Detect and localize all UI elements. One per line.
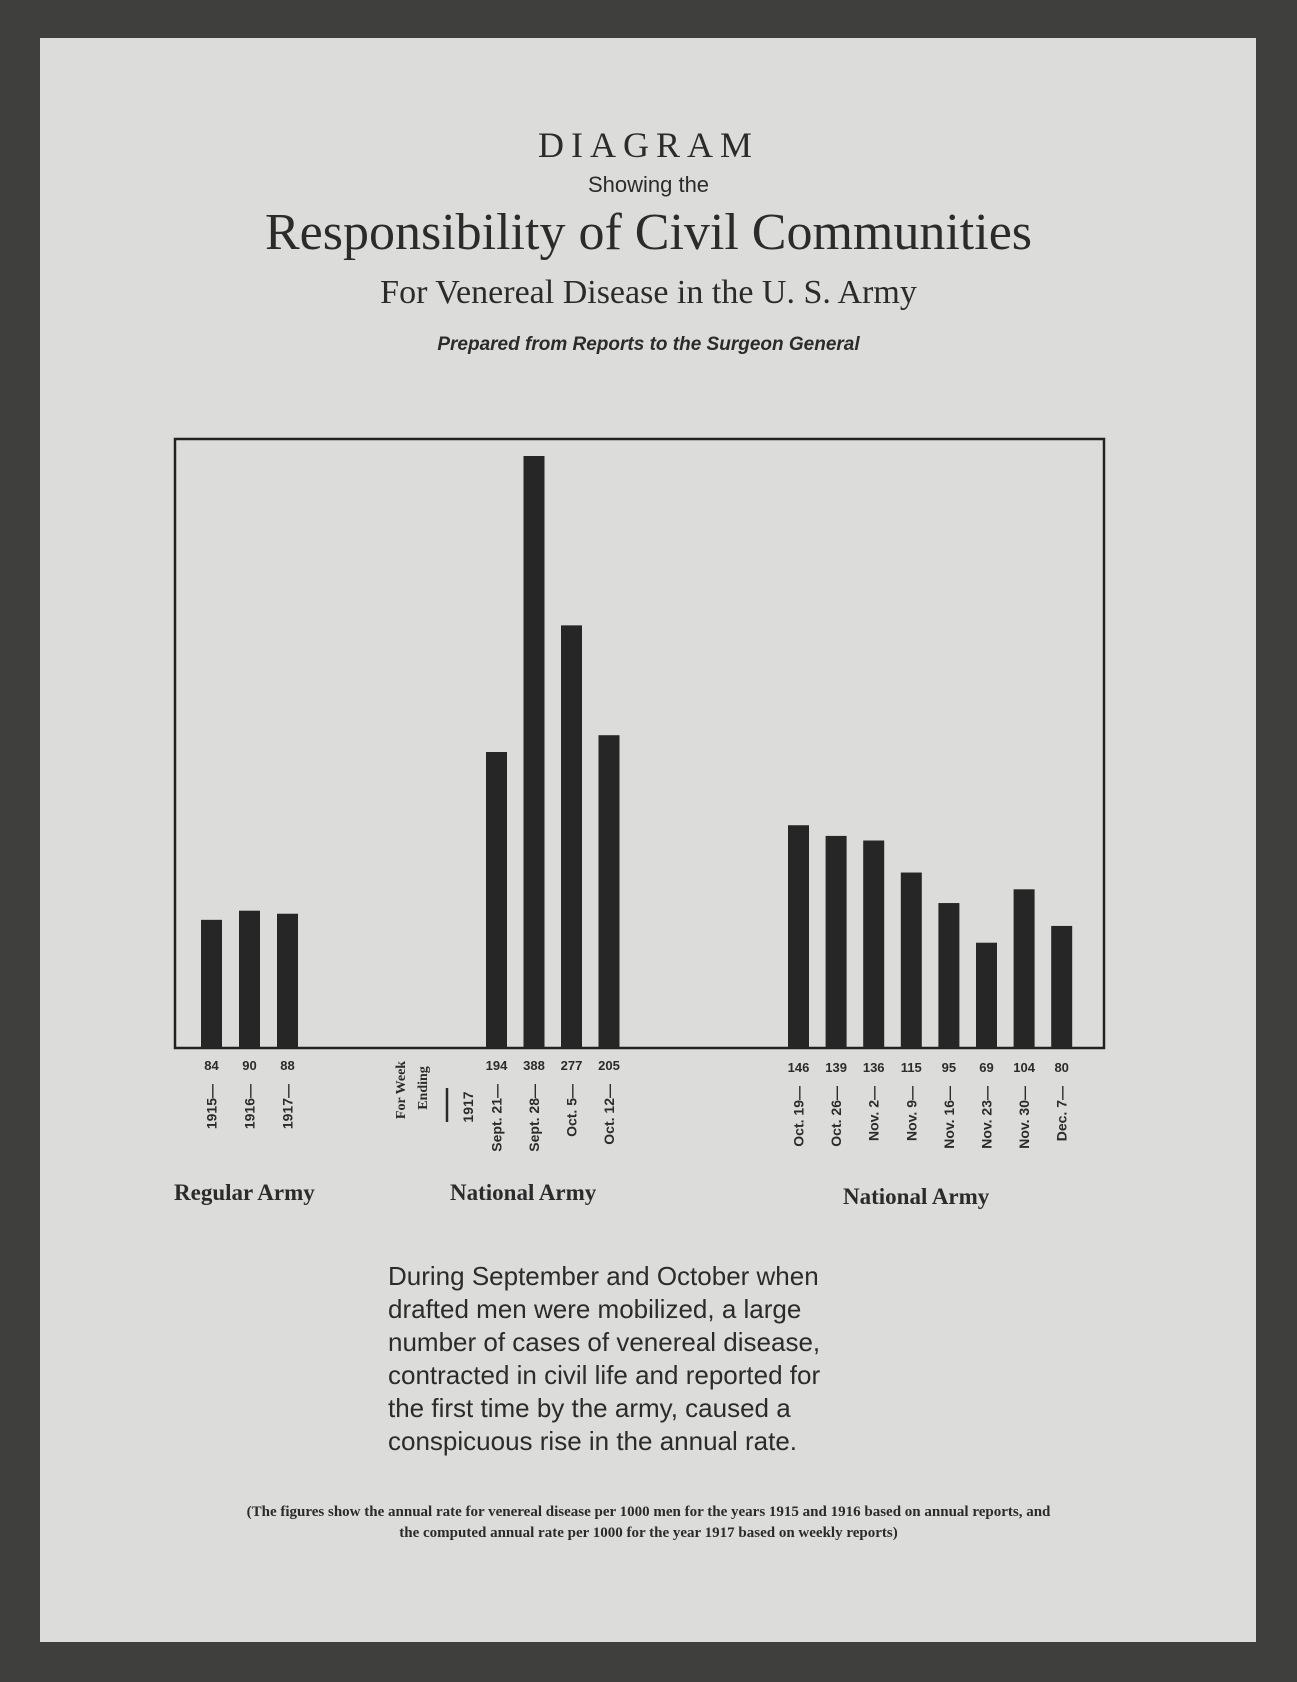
tick-label: Sept. 21— bbox=[488, 1084, 505, 1152]
paragraph-line: During September and October when bbox=[388, 1261, 819, 1291]
paragraph-line: the first time by the army, caused a bbox=[388, 1393, 791, 1423]
page-title: Responsibility of Civil Communities bbox=[264, 204, 1033, 261]
tick-label: Oct. 12— bbox=[601, 1084, 617, 1145]
bar bbox=[938, 903, 959, 1048]
footnote-line: the computed annual rate per 1000 for the year 1917 based on weekly reports) bbox=[399, 1525, 898, 1541]
tick-label: Dec. 7— bbox=[1053, 1086, 1070, 1142]
data-label: 90 bbox=[242, 1058, 257, 1073]
bar bbox=[863, 840, 884, 1048]
data-label: 139 bbox=[825, 1060, 847, 1075]
axis-note: Ending bbox=[416, 1066, 431, 1110]
tick-label: 1917— bbox=[279, 1084, 296, 1130]
data-label: 205 bbox=[598, 1058, 620, 1073]
data-label: 115 bbox=[900, 1060, 922, 1075]
diagram-heading: DIAGRAM bbox=[537, 125, 759, 165]
tick-label: Nov. 16— bbox=[940, 1086, 957, 1149]
bar bbox=[901, 873, 922, 1048]
tick-label: Sept. 28— bbox=[526, 1084, 542, 1152]
explanation-paragraph bbox=[388, 1260, 908, 1458]
data-label: 104 bbox=[1013, 1060, 1035, 1075]
data-label: 69 bbox=[979, 1060, 994, 1075]
tick-label: 1915— bbox=[203, 1084, 220, 1130]
bar bbox=[486, 752, 507, 1048]
showing-the-text: Showing the bbox=[587, 172, 710, 197]
plot-frame bbox=[175, 439, 1104, 1048]
bar bbox=[277, 914, 298, 1048]
paragraph-line: conspicuous rise in the annual rate. bbox=[388, 1426, 798, 1456]
tick-label: Nov. 2— bbox=[865, 1086, 882, 1141]
data-label: 277 bbox=[560, 1058, 583, 1073]
data-label: 95 bbox=[941, 1060, 957, 1075]
bar bbox=[239, 911, 260, 1048]
group-label-national-army-1: National Army bbox=[450, 1180, 597, 1205]
group-label-national-army-2: National Army bbox=[843, 1184, 990, 1209]
bar bbox=[201, 920, 222, 1048]
paragraph-line: drafted men were mobilized, a large bbox=[388, 1294, 802, 1324]
data-label: 146 bbox=[787, 1060, 810, 1075]
source-note: Prepared from Reports to the Surgeon General bbox=[437, 334, 860, 355]
page-subtitle: For Venereal Disease in the U. S. Army bbox=[380, 274, 917, 311]
bar bbox=[561, 625, 582, 1048]
data-label: 84 bbox=[204, 1058, 219, 1073]
data-label: 88 bbox=[280, 1058, 295, 1073]
tick-label: Nov. 30— bbox=[1016, 1086, 1033, 1149]
bar bbox=[599, 735, 620, 1048]
tick-label: Oct. 19— bbox=[790, 1086, 807, 1147]
footnote bbox=[0, 1502, 1297, 1544]
tick-label: Nov. 23— bbox=[978, 1086, 995, 1149]
data-label: 136 bbox=[862, 1060, 885, 1075]
paragraph-line: number of cases of venereal disease, bbox=[388, 1327, 821, 1357]
bar bbox=[788, 825, 809, 1048]
group-label-regular-army: Regular Army bbox=[174, 1180, 315, 1205]
bar bbox=[524, 456, 545, 1048]
data-label: 388 bbox=[523, 1058, 545, 1073]
bar bbox=[1014, 889, 1035, 1048]
tick-label: Oct. 26— bbox=[828, 1086, 845, 1147]
tick-label: Oct. 5— bbox=[563, 1084, 580, 1137]
tick-label: Nov. 9— bbox=[903, 1086, 920, 1141]
bar bbox=[976, 943, 997, 1048]
paragraph-line: contracted in civil life and reported for bbox=[388, 1360, 821, 1390]
data-label: 80 bbox=[1054, 1060, 1069, 1075]
tick-label: 1916— bbox=[241, 1084, 258, 1130]
bar bbox=[826, 836, 847, 1048]
axis-note: For Week bbox=[394, 1060, 409, 1120]
data-label: 194 bbox=[485, 1058, 508, 1073]
bar bbox=[1051, 926, 1072, 1048]
year-label: 1917 bbox=[460, 1091, 476, 1123]
footnote-line: (The figures show the annual rate for venereal disease per 1000 men for the years 1915 and 1916 based on annual reports, and bbox=[246, 1504, 1051, 1520]
